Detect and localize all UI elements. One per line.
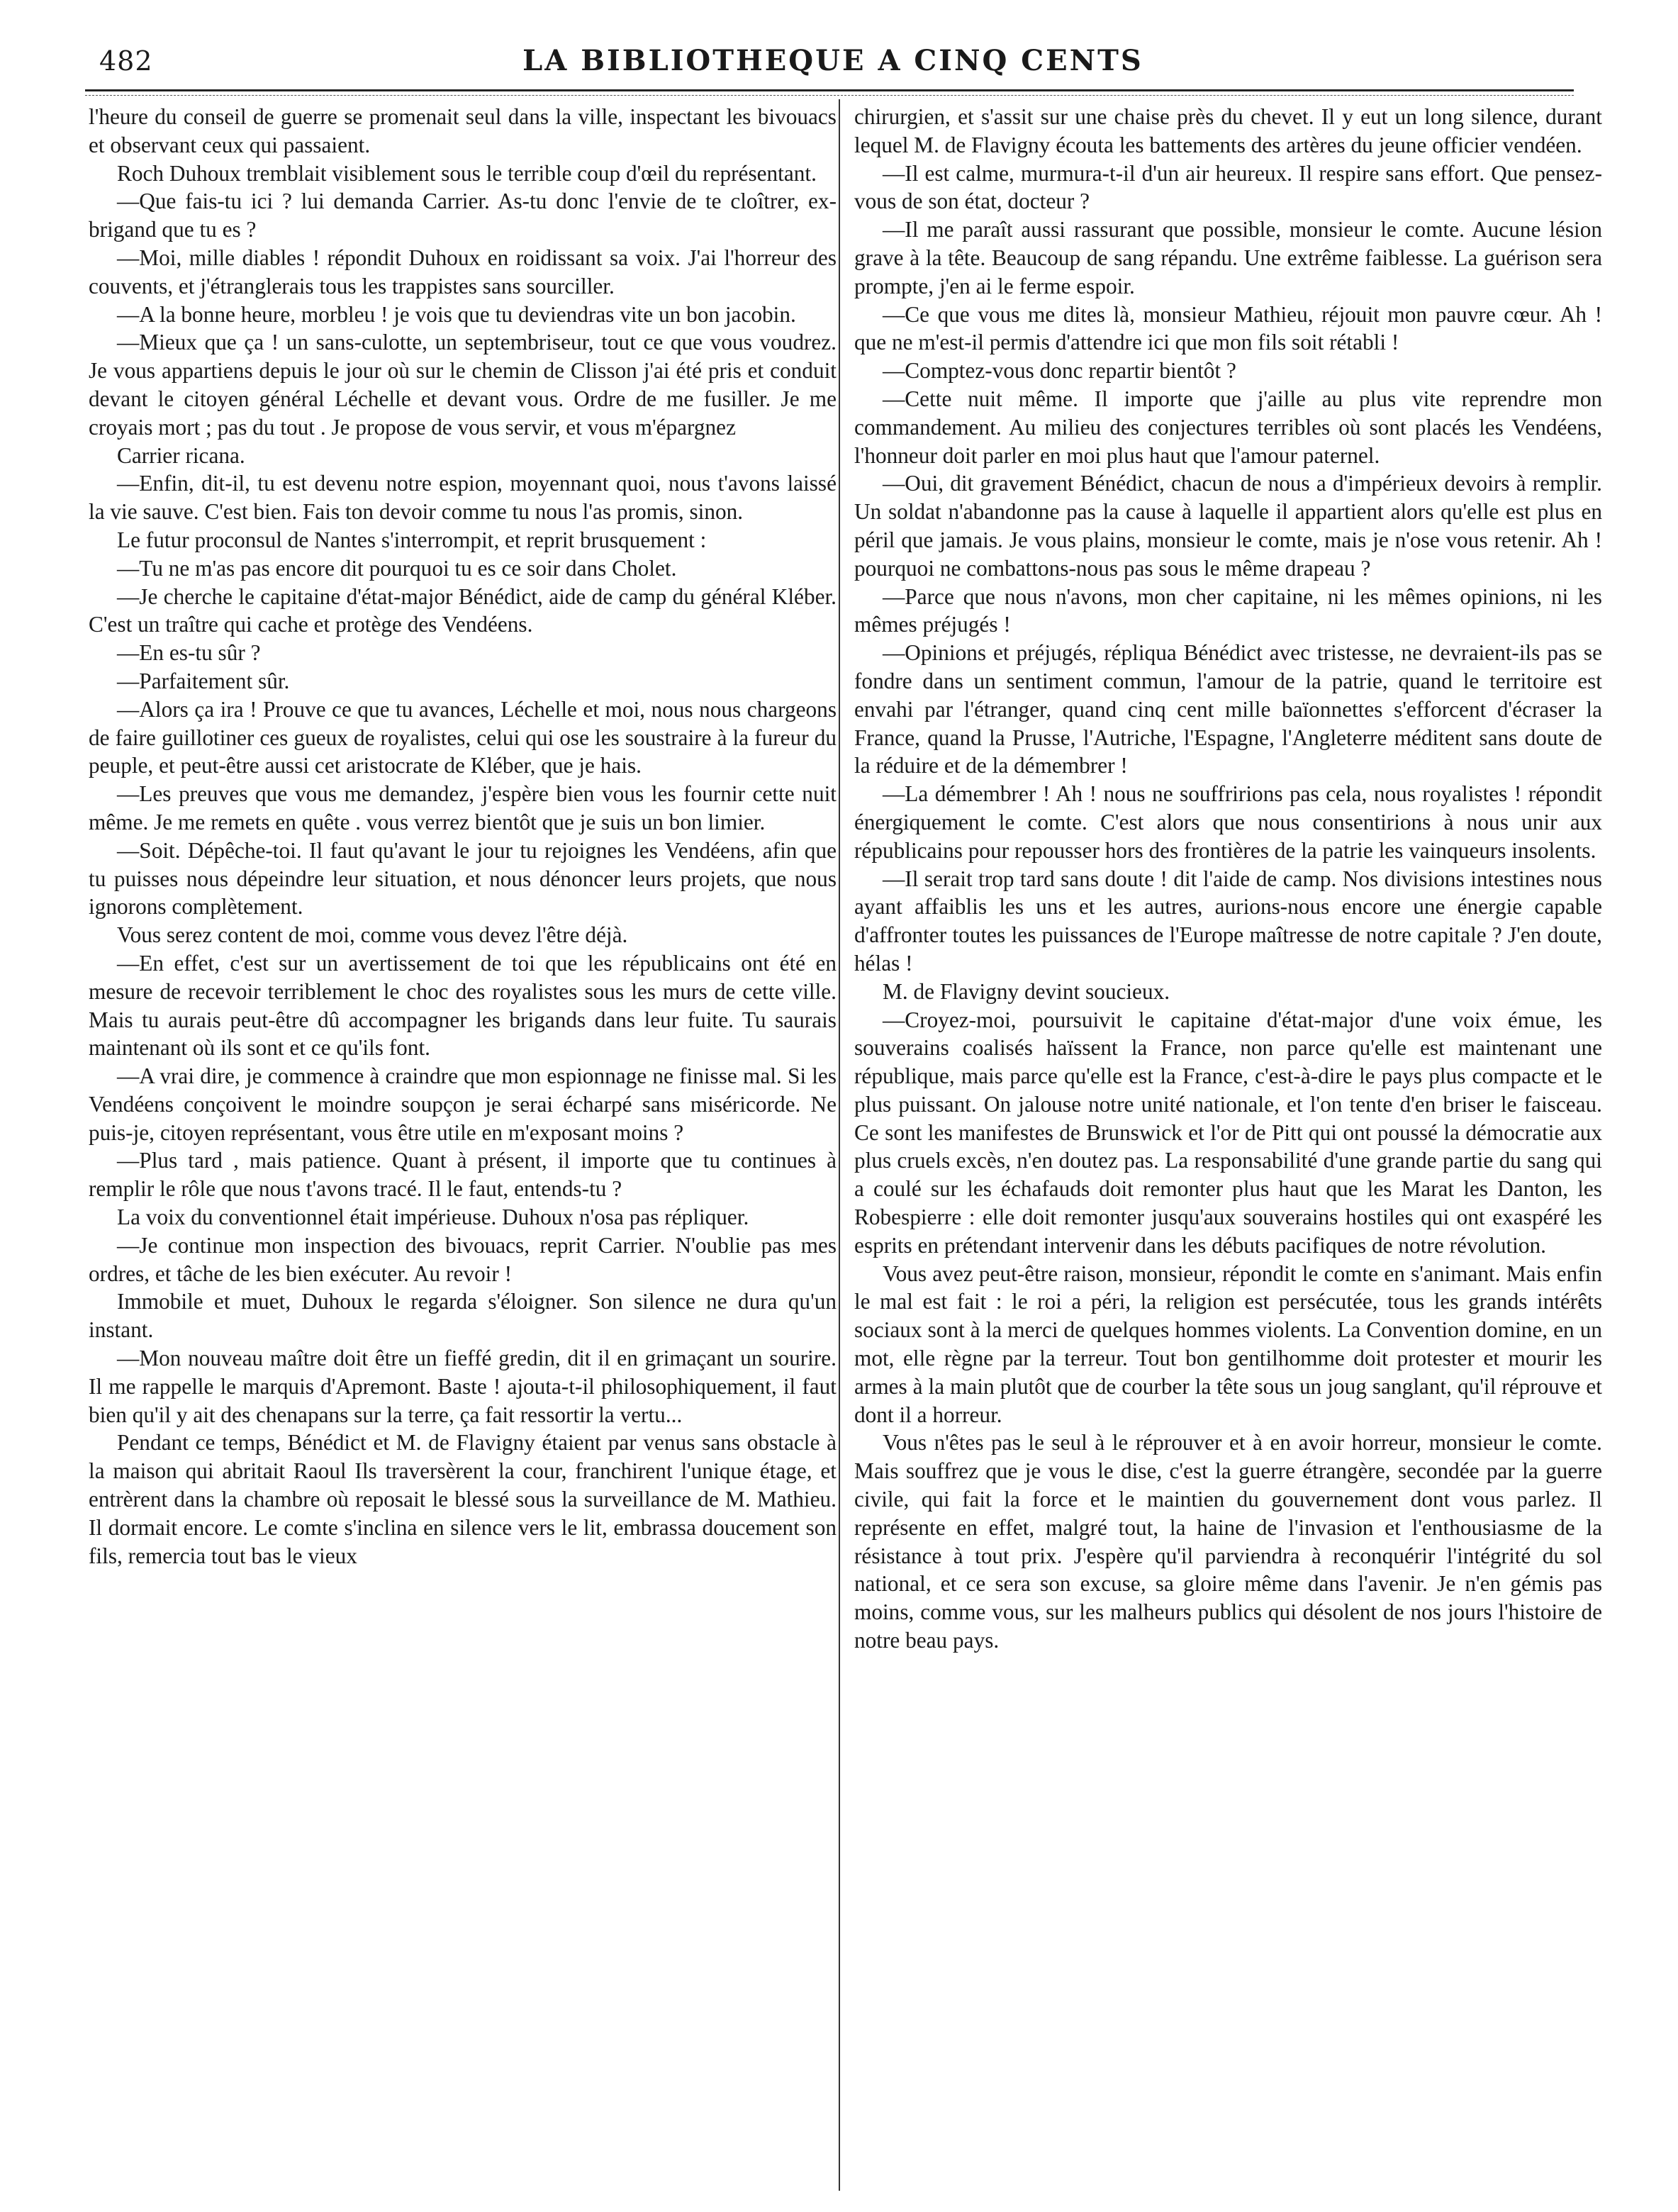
running-title: LA BIBLIOTHEQUE A CINQ CENTS xyxy=(522,44,1143,77)
paragraph: —Parce que nous n'avons, mon cher capitaine, ni les mêmes opinions, ni les mêmes préjugés ! xyxy=(854,583,1602,637)
paragraph: —Il serait trop tard sans doute ! dit l'aide de camp. Nos divisions intestines nous ayant affaiblis les uns et les autres, aurions-nous encore une énergie capable d'affronter toutes les puissances de l'Europe maîtresse de notre capitale ? J'en doute, hélas ! xyxy=(854,866,1602,976)
paragraph: —Alors ça ira ! Prouve ce que tu avances, Léchelle et moi, nous nous chargeons de faire guillotiner ces gueux de royalistes, celui qui ose les soustraire à la fureur du peuple, et peut-être aussi cet aristocrate de Kléber, que je hais. xyxy=(89,696,837,778)
paragraph: —Cette nuit même. Il importe que j'aille au plus vite reprendre mon commandement. Au milieu des conjectures terribles où sont placés les Vendéens, l'honneur doit parler en moi plus haut que l'amour paternel. xyxy=(854,386,1602,468)
paragraph: Vous serez content de moi, comme vous devez l'être déjà. xyxy=(117,922,628,948)
paragraph: —Soit. Dépêche-toi. Il faut qu'avant le jour tu rejoignes les Vendéens, afin que tu puisses nous dépeindre leur situation, et nous dénoncer leurs projets, que nous ignorons complètement. xyxy=(89,837,837,920)
paragraph: —Opinions et préjugés, répliqua Bénédict avec tristesse, ne devraient-ils pas se fondre dans un sentiment commun, l'amour de la patrie, quand le territoire est envahi par l'étranger, quand cinq cent mille baïonnettes s'efforcent d'écraser la France, quand la Prusse, l'Autriche, l'Espagne, l'Angleterre méditent sans doute de la réduire et de la démembrer ! xyxy=(854,640,1602,778)
paragraph: Roch Duhoux tremblait visiblement sous le terrible coup d'œil du représentant. xyxy=(117,160,817,186)
paragraph: —A vrai dire, je commence à craindre que mon espionnage ne finisse mal. Si les Vendéens conçoivent le moindre soupçon je serai écharpé sans miséricorde. Ne puis-je, citoyen représentant, vous être utile en m'exposant moins ? xyxy=(89,1063,837,1145)
paragraph: chirurgien, et s'assit sur une chaise près du chevet. Il y eut un long silence, durant lequel M. de Flavigny écouta les battements des artères du jeune officier vendéen. xyxy=(854,104,1602,157)
paragraph: —Je continue mon inspection des bivouacs, reprit Carrier. N'oublie pas mes ordres, et tâche de les bien exécuter. Au revoir ! xyxy=(89,1232,837,1286)
paragraph: Vous avez peut-être raison, monsieur, répondit le comte en s'animant. Mais enfin le mal est fait : le roi a péri, la religion est persécutée, tous les grands intérêts sociaux sont à la merci de quelques hommes violents. La Convention domine, en un mot, elle règne par la terreur. Tout bon gentilhomme doit protester et mourir les armes à la main plutôt que de courber la tête sous un joug sanglant, qu'il réprouve et dont il a horreur. xyxy=(854,1261,1602,1427)
paragraph: Carrier ricana. xyxy=(117,442,245,468)
paragraph: —Oui, dit gravement Bénédict, chacun de nous a d'impérieux devoirs à remplir. Un soldat n'abandonne pas la cause à laquelle il appartient alors qu'elle est plus en péril que jamais. Je vous plains, monsieur le comte, mais je n'ose vous retenir. Ah ! pourquoi ne combattons-nous pas sous le même drapeau ? xyxy=(854,471,1602,581)
paragraph: —Mieux que ça ! un sans-culotte, un septembriseur, tout ce que vous voudrez. Je vous appartiens depuis le jour où sur le chemin de Clisson j'ai été pris et conduit devant le citoyen général Léchelle et devant vous. Ordre de me fusiller. Je me croyais mort ; pas du tout . Je propose de vous servir, et vous m'épargnez xyxy=(89,330,837,440)
page-number: 482 xyxy=(99,45,153,77)
paragraph: M. de Flavigny devint soucieux. xyxy=(883,978,1170,1004)
column-divider xyxy=(839,99,840,2191)
paragraph: Vous n'êtes pas le seul à le réprouver et à en avoir horreur, monsieur le comte. Mais souffrez que je vous le dise, c'est la guerre étrangère, secondée par la guerre civile, qui fait la force et le maintien du gouvernement dont vous parlez. Il représente en effet, malgré tout, la haine de l'invasion et l'enthousiasme de la résistance à tout prix. J'espère qu'il parviendra à reconquérir l'intégrité du sol national, et ce sera son excuse, sa gloire même dans l'avenir. Je n'en gémis pas moins, comme vous, sur les malheurs publics qui désolent de nos jours l'histoire de notre beau pays. xyxy=(854,1430,1602,1653)
paragraph: —La démembrer ! Ah ! nous ne souffririons pas cela, nous royalistes ! répondit énergiquement le comte. C'est alors que nous consentirions à nous unir aux républicains pour repousser hors des frontières de la patrie les vainqueurs insolents. xyxy=(854,781,1602,863)
paragraph: —En effet, c'est sur un avertissement de toi que les républicains ont été en mesure de recevoir terriblement le choc des royalistes sous les murs de cette ville. Mais tu aurais peut-être dû accompagner les brigands dans leur fuite. Tu saurais maintenant où ils sont et ce qu'ils font. xyxy=(89,950,837,1061)
paragraph: —Parfaitement sûr. xyxy=(117,668,290,693)
page-header xyxy=(92,31,1574,88)
header-rule-dashed xyxy=(85,95,1574,96)
paragraph: —Il est calme, murmura-t-il d'un air heureux. Il respire sans effort. Que pensez-vous de son état, docteur ? xyxy=(854,160,1602,214)
paragraph: —Je cherche le capitaine d'état-major Bénédict, aide de camp du général Kléber. C'est un traître qui cache et protège des Vendéens. xyxy=(89,583,837,637)
paragraph: Pendant ce temps, Bénédict et M. de Flavigny étaient par venus sans obstacle à la maison qui abritait Raoul Ils traversèrent la cour, franchirent l'unique étage, et entrèrent dans la chambre où reposait le blessé sous la surveillance de M. Mathieu. Il dormait encore. Le comte s'inclina en silence vers le lit, embrassa doucement son fils, remercia tout bas le vieux xyxy=(89,1430,837,1568)
paragraph: —Moi, mille diables ! répondit Duhoux en roidissant sa voix. J'ai l'horreur des couvents, et j'étranglerais tous les trappistes sans sourciller. xyxy=(89,245,837,298)
paragraph: l'heure du conseil de guerre se promenait seul dans la ville, inspectant les bivouacs et observant ceux qui passaient. xyxy=(89,104,837,157)
paragraph: —Enfin, dit-il, tu est devenu notre espion, moyennant quoi, nous t'avons laissé la vie sauve. C'est bien. Fais ton devoir comme tu nous l'as promis, sinon. xyxy=(89,471,837,525)
paragraph: —Il me paraît aussi rassurant que possible, monsieur le comte. Aucune lésion grave à la tête. Beaucoup de sang répandu. Une extrême faiblesse. La guérison sera prompte, j'en ai le ferme espoir. xyxy=(854,217,1602,298)
paragraph: —A la bonne heure, morbleu ! je vois que tu deviendras vite un bon jacobin. xyxy=(117,301,796,327)
right-column xyxy=(854,103,1602,2194)
header-rule xyxy=(85,89,1574,91)
paragraph: La voix du conventionnel était impérieuse. Duhoux n'osa pas répliquer. xyxy=(117,1205,749,1230)
paragraph: —Croyez-moi, poursuivit le capitaine d'état-major d'une voix émue, les souverains coalisés haïssent la France, non parce qu'elle est maintenant une république, mais parce qu'elle est la France, c'est-à-dire le pays plus compacte et le plus puissant. On jalouse notre unité nationale, et l'on tente d'en briser le faisceau. Ce sont les manifestes de Brunswick et l'or de Pitt qui ont poussé la démocratie aux plus cruels excès, n'en doutez pas. La responsabilité d'une grande partie du sang qui a coulé sur les échafauds doit remonter plus haut que les Marat les Danton, les Robespierre : elle doit remonter jusqu'aux souverains hostiles qui ont exaspéré les esprits en prétendant intervenir dans les débuts pacifiques de notre révolution. xyxy=(854,1007,1602,1258)
paragraph: —Comptez-vous donc repartir bientôt ? xyxy=(883,358,1236,384)
paragraph: Immobile et muet, Duhoux le regarda s'éloigner. Son silence ne dura qu'un instant. xyxy=(89,1289,837,1343)
paragraph: —En es-tu sûr ? xyxy=(117,640,261,666)
paragraph: —Tu ne m'as pas encore dit pourquoi tu es ce soir dans Cholet. xyxy=(117,555,677,581)
paragraph: —Plus tard , mais patience. Quant à présent, il importe que tu continues à remplir le rôle que nous t'avons tracé. Il le faut, entends-tu ? xyxy=(89,1148,837,1202)
paragraph: —Ce que vous me dites là, monsieur Mathieu, réjouit mon pauvre cœur. Ah ! que ne m'est-il permis d'attendre ici que mon fils soit rétabli ! xyxy=(854,301,1602,355)
paragraph: —Mon nouveau maître doit être un fieffé gredin, dit il en grimaçant un sourire. Il me rappelle le marquis d'Apremont. Baste ! ajouta-t-il philosophiquement, il faut bien qu'il y ait des chenapans sur la terre, ça fait ressortir la vertu... xyxy=(89,1346,837,1427)
paragraph: —Que fais-tu ici ? lui demanda Carrier. As-tu donc l'envie de te cloîtrer, ex-brigand que tu es ? xyxy=(89,189,837,242)
paragraph: Le futur proconsul de Nantes s'interrompit, et reprit brusquement : xyxy=(117,527,707,552)
paragraph: —Les preuves que vous me demandez, j'espère bien vous les fournir cette nuit même. Je me remets en quête . vous verrez bientôt que je suis un bon limier. xyxy=(89,781,837,834)
left-column xyxy=(89,103,837,2194)
